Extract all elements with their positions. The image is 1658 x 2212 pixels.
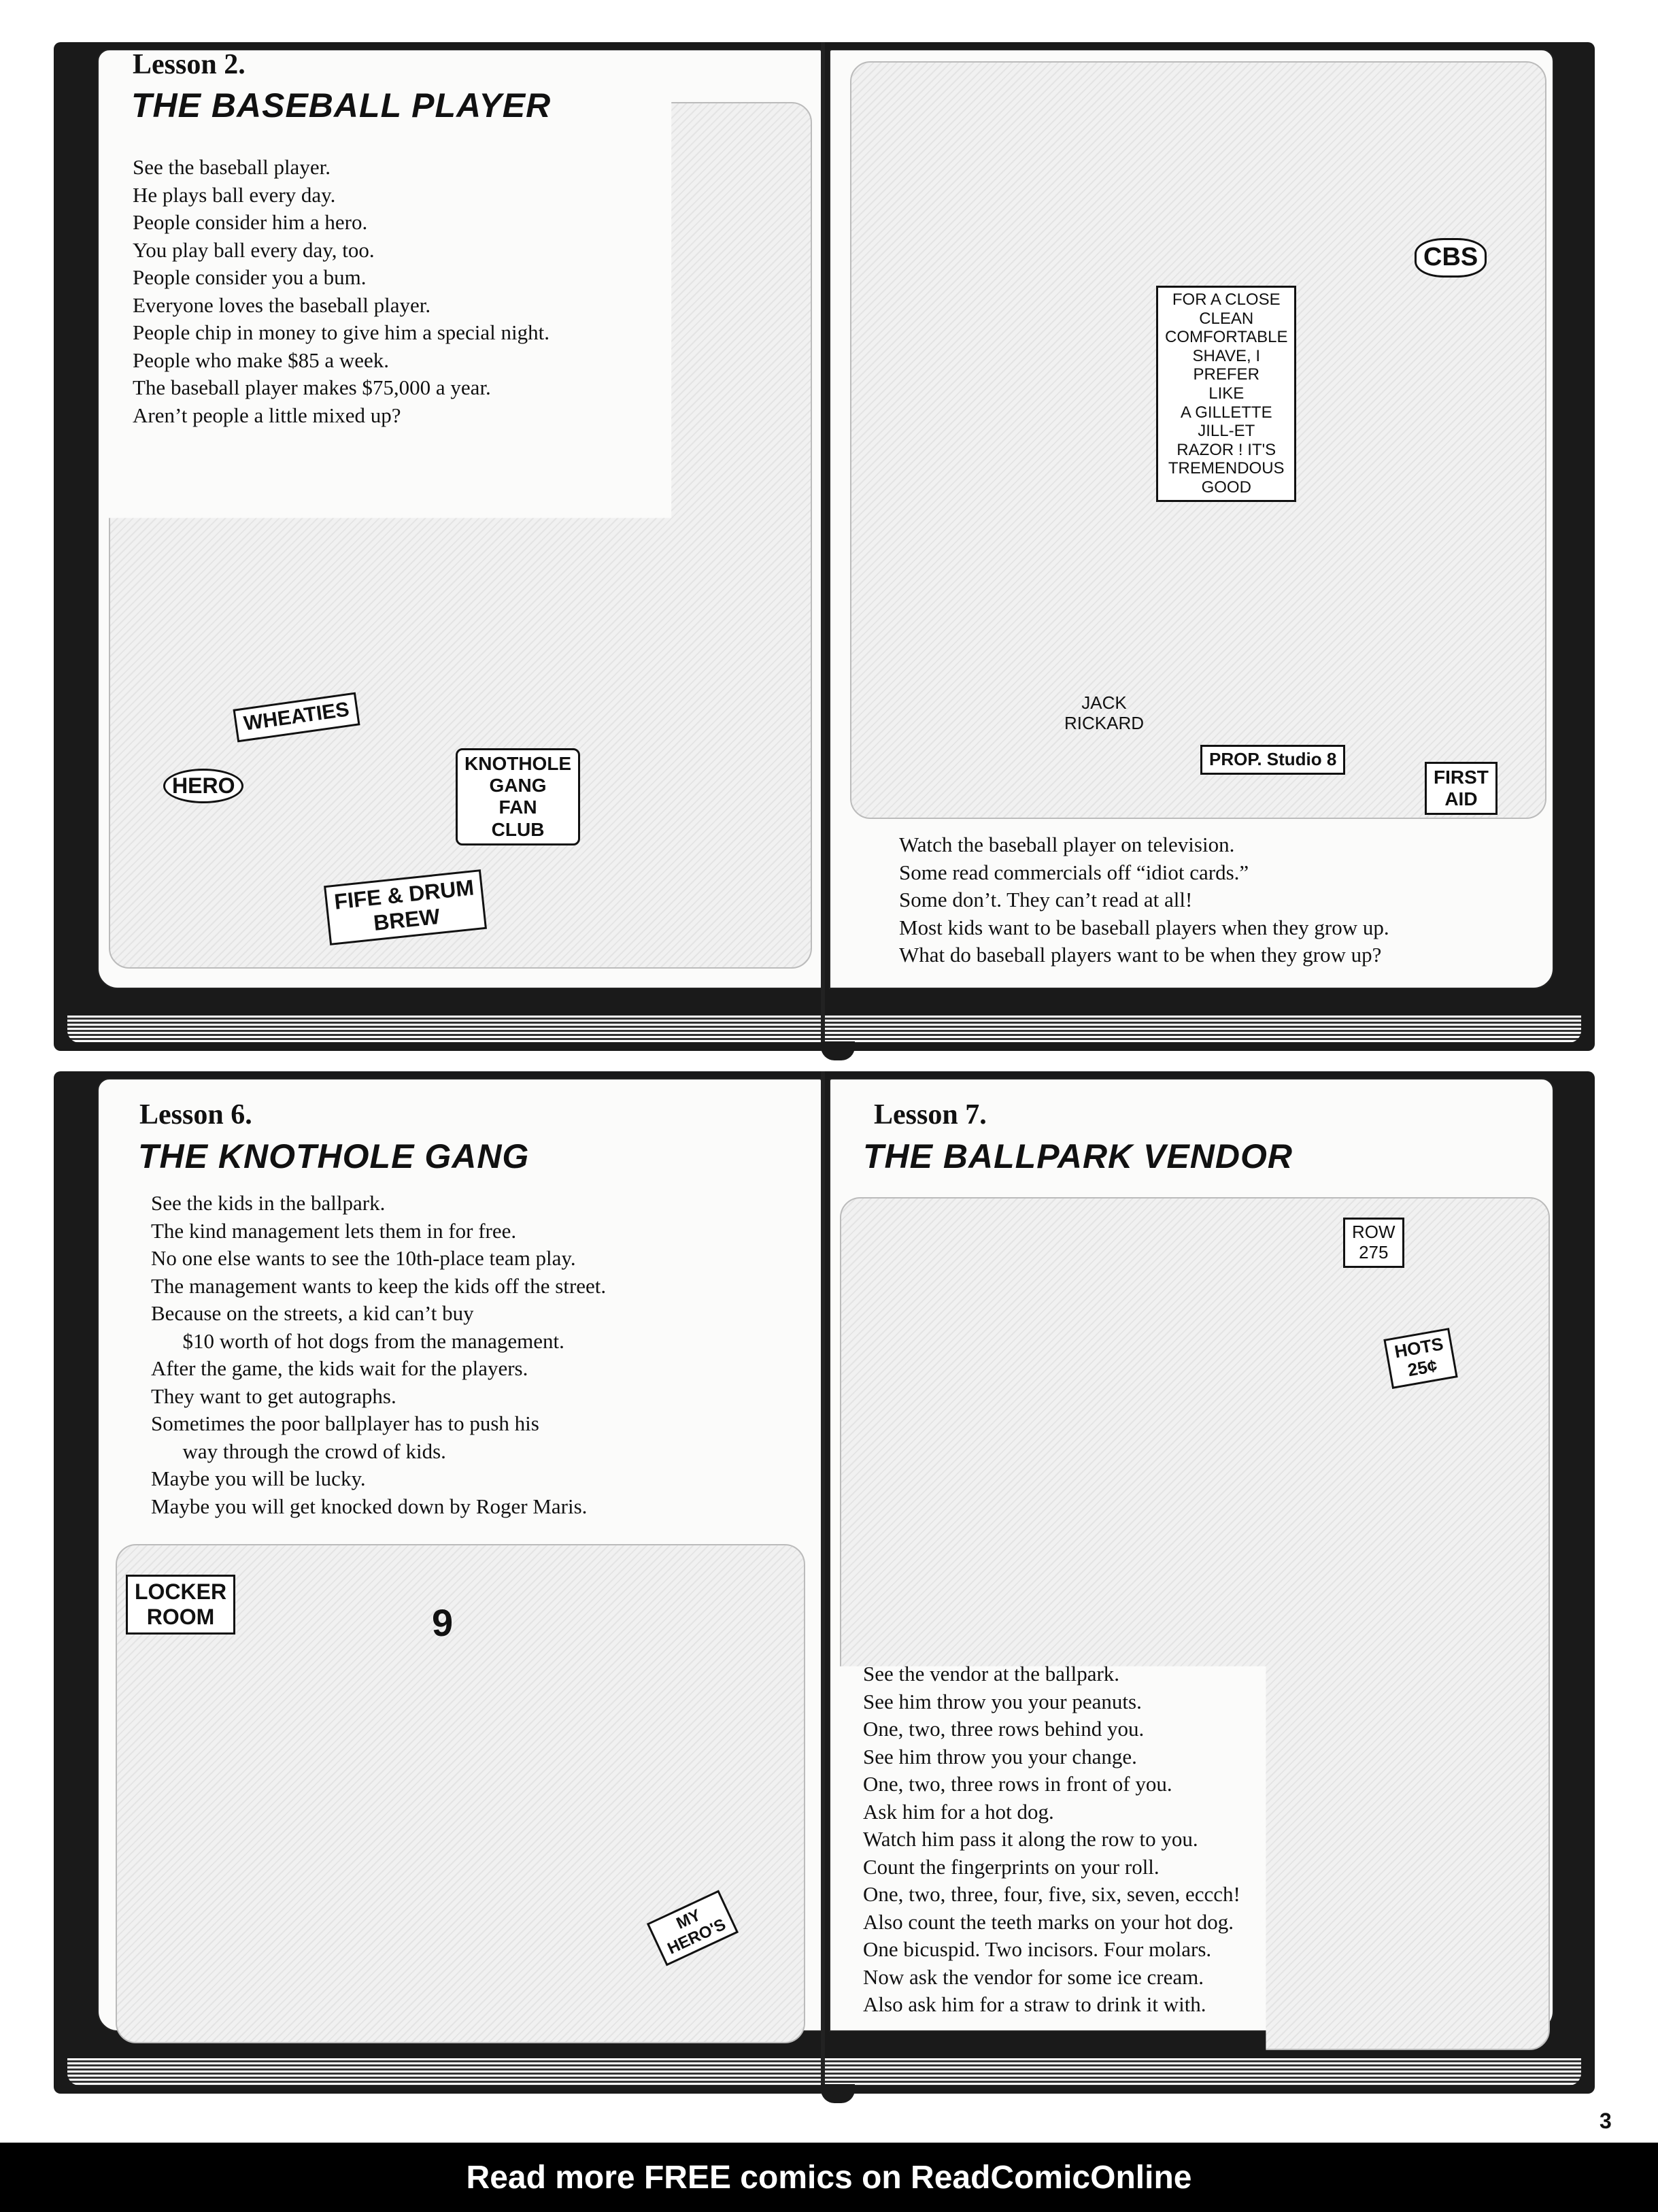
lesson-7-body: [863, 1660, 1240, 2019]
text-line: One bicuspid. Two incisors. Four molars.: [863, 1937, 1212, 1961]
text-line: Also ask him for a straw to drink it with.: [863, 1992, 1206, 2016]
text-line: You play ball every day, too.: [133, 237, 375, 262]
lesson-2-label: Lesson 2.: [133, 49, 246, 80]
text-line: Ask him for a hot dog.: [863, 1799, 1054, 1824]
book-spine: [821, 42, 825, 1051]
text-line: The management wants to keep the kids off the street.: [151, 1273, 607, 1298]
text-line: One, two, three rows in front of you.: [863, 1772, 1172, 1796]
text-line: Maybe you will get knocked down by Roger Maris.: [151, 1494, 588, 1518]
jersey-number: 9: [432, 1601, 454, 1644]
text-line: No one else wants to see the 10th-place team play.: [151, 1246, 576, 1270]
idiot-card: FOR A CLOSE CLEAN COMFORTABLE SHAVE, I PREFER LIKE A GILLETTE JILL-ET RAZOR ! IT'S TREMENDOUS GOOD: [1156, 286, 1296, 502]
text-line: He plays ball every day.: [133, 182, 336, 207]
text-line: See him throw you your change.: [863, 1744, 1137, 1769]
wheaties-box: WHEATIES: [233, 692, 360, 742]
text-line: The baseball player makes $75,000 a year.: [133, 375, 491, 399]
prop-studio-label: PROP. Studio 8: [1200, 745, 1345, 775]
text-line: $10 worth of hot dogs from the management.: [151, 1328, 564, 1353]
text-line: After the game, the kids wait for the players.: [151, 1356, 528, 1380]
tv-page-body: [899, 831, 1389, 969]
text-line: Aren’t people a little mixed up?: [133, 403, 401, 427]
text-line: They want to get autographs.: [151, 1384, 396, 1408]
text-line: See the baseball player.: [133, 155, 331, 179]
hots-hat: HOTS 25¢: [1383, 1328, 1458, 1389]
text-line: Count the fingerprints on your roll.: [863, 1854, 1160, 1879]
text-line: Watch the baseball player on television.: [899, 833, 1235, 856]
text-line: Now ask the vendor for some ice cream.: [863, 1964, 1204, 1989]
text-line: People consider him a hero.: [133, 210, 368, 234]
text-line: Watch him pass it along the row to you.: [863, 1827, 1198, 1851]
text-line: People who make $85 a week.: [133, 348, 390, 372]
text-line: People chip in money to give him a special night.: [133, 320, 549, 344]
row-sign: ROW 275: [1343, 1218, 1404, 1268]
artist-signature: JACK RICKARD: [1064, 692, 1145, 733]
text-line: Everyone loves the baseball player.: [133, 292, 431, 317]
cbs-camera-label: CBS: [1415, 238, 1487, 278]
text-line: Some don’t. They can’t read at all!: [899, 888, 1193, 911]
brew-crate: FIFE & DRUM BREW: [324, 869, 487, 945]
first-aid-kit: FIRST AID: [1425, 762, 1498, 815]
text-line: People consider you a bum.: [133, 265, 367, 289]
text-line: Also count the teeth marks on your hot dog.: [863, 1909, 1234, 1934]
text-line: One, two, three rows behind you.: [863, 1717, 1145, 1741]
text-line: way through the crowd of kids.: [151, 1439, 446, 1463]
lesson-6-title: THE KNOTHOLE GANG: [138, 1137, 530, 1175]
text-line: Maybe you will be lucky.: [151, 1467, 366, 1490]
text-line: Most kids want to be baseball players when they grow up.: [899, 915, 1389, 939]
lesson-2-body: [133, 154, 549, 429]
hero-trophy: HERO: [163, 769, 243, 803]
text-line: The kind management lets them in for free.: [151, 1218, 517, 1243]
lesson-7-title: THE BALLPARK VENDOR: [863, 1137, 1293, 1175]
text-line: What do baseball players want to be when they grow up?: [899, 943, 1382, 967]
lesson-7-label: Lesson 7.: [874, 1099, 987, 1130]
locker-room-sign: LOCKER ROOM: [126, 1575, 235, 1635]
hero-book: MY HERO'S: [647, 1890, 739, 1966]
lesson-6-body: [151, 1190, 606, 1520]
read-more-banner-link[interactable]: Read more FREE comics on ReadComicOnline: [0, 2143, 1658, 2212]
text-line: One, two, three, four, five, six, seven, eccch!: [863, 1882, 1240, 1906]
text-line: Because on the streets, a kid can’t buy: [151, 1301, 474, 1325]
text-line: See the vendor at the ballpark.: [863, 1662, 1120, 1686]
lesson-2-title: THE BASEBALL PLAYER: [131, 86, 552, 124]
lesson-6-label: Lesson 6.: [139, 1099, 252, 1130]
text-line: See him throw you your peanuts.: [863, 1689, 1142, 1713]
book-spine: [821, 1071, 825, 2094]
text-line: Some read commercials off “idiot cards.”: [899, 860, 1249, 884]
text-line: Sometimes the poor ballplayer has to push his: [151, 1411, 539, 1435]
text-line: See the kids in the ballpark.: [151, 1191, 386, 1215]
page-number: 3: [1600, 2109, 1612, 2133]
fan-club-bucket: KNOTHOLE GANG FAN CLUB: [456, 748, 580, 845]
